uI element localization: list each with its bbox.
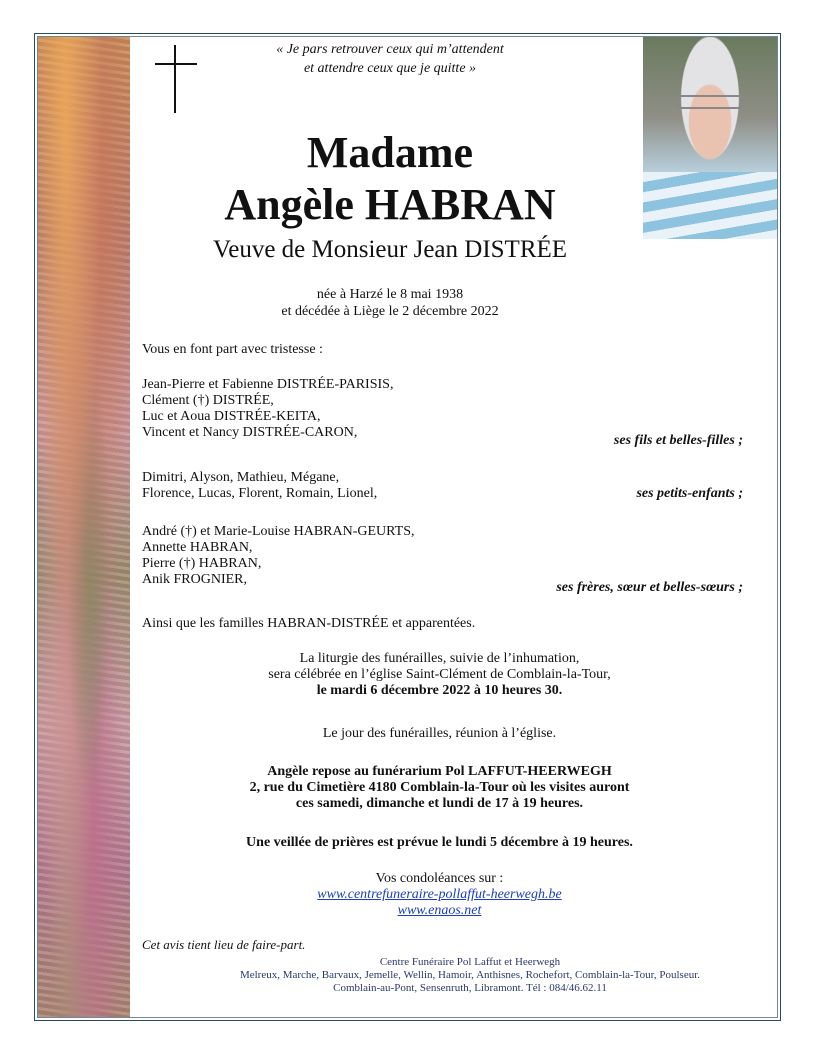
liturgy-block [142, 651, 737, 699]
family-group-sons [142, 377, 393, 441]
family-name-line: Vincent et Nancy DISTRÉE-CARON, [142, 425, 358, 440]
family-name-line: Florence, Lucas, Florent, Romain, Lionel, [142, 486, 378, 501]
intro-text: Vous en font part avec tristesse : [142, 342, 323, 357]
relation-label: ses petits-enfants ; [636, 486, 743, 501]
relation-label: ses fils et belles-filles ; [613, 433, 743, 448]
floral-side-strip [38, 37, 130, 1017]
family-name-line: Dimitri, Alyson, Mathieu, Mégane, [142, 470, 340, 485]
birth-line: née à Harzé le 8 mai 1938 [316, 287, 464, 302]
quote-line: et attendre ceux que je quitte » [303, 61, 477, 76]
funeral-home-link[interactable]: www.centrefuneraire-pollaffut-heerwegh.be [317, 887, 562, 902]
family-name-line: Annette HABRAN, [142, 540, 253, 555]
vigil-line: Une veillée de prières est prévue le lundi 5 décembre à 19 heures. [246, 835, 633, 850]
condolences-label: Vos condoléances sur : [375, 871, 504, 886]
notice-text: Cet avis tient lieu de faire-part. [142, 937, 306, 952]
glasses-shape [675, 95, 745, 109]
liturgy-date: le mardi 6 décembre 2022 à 10 heures 30. [316, 683, 563, 698]
quote-line: « Je pars retrouver ceux qui m’attendent [276, 42, 504, 57]
liturgy-line: La liturgie des funérailles, suivie de l’inhumation, [299, 651, 580, 666]
repose-block [142, 764, 737, 812]
family-name-line: Pierre (†) HABRAN, [142, 556, 262, 571]
repose-line: 2, rue du Cimetière 4180 Comblain-la-Tour où les visites auront [249, 780, 630, 795]
title-honorific: Madame [306, 128, 474, 177]
footer-line: Centre Funéraire Pol Laffut et Heerwegh [379, 956, 561, 968]
portrait-photo [643, 37, 777, 239]
family-name-line: Jean-Pierre et Fabienne DISTRÉE-PARISIS, [142, 377, 394, 392]
liturgy-line: sera célébrée en l’église Saint-Clément de Comblain-la-Tour, [268, 667, 611, 682]
family-name-line: Anik FROGNIER, [142, 572, 248, 587]
relation-label: ses frères, sœur et belles-sœurs ; [556, 580, 743, 595]
family-name-line: Luc et Aoua DISTRÉE-KEITA, [142, 409, 321, 424]
family-group-siblings [142, 524, 415, 588]
epitaph-quote [190, 40, 590, 78]
widow-of-line: Veuve de Monsieur Jean DISTRÉE [212, 236, 568, 263]
reunion-line: Le jour des funérailles, réunion à l’église. [322, 726, 557, 741]
condolences-block [142, 871, 737, 919]
footer-line: Comblain-au-Pont, Sensenruth, Libramont. Tél : 084/46.62.11 [333, 982, 607, 994]
repose-line: ces samedi, dimanche et lundi de 17 à 19 heures. [295, 796, 584, 811]
enaos-link[interactable]: www.enaos.net [397, 903, 482, 918]
title-name: Angèle HABRAN [224, 180, 556, 229]
families-line: Ainsi que les familles HABRAN-DISTRÉE et apparentées. [142, 616, 476, 631]
family-name-line: Clément (†) DISTRÉE, [142, 393, 274, 408]
family-name-line: André (†) et Marie-Louise HABRAN-GEURTS, [142, 524, 415, 539]
shirt-shape [643, 172, 777, 239]
repose-line: Angèle repose au funérarium Pol LAFFUT-HEERWEGH [267, 764, 612, 779]
footer-block [150, 956, 790, 995]
family-group-grandchildren [142, 470, 377, 502]
death-line: et décédée à Liège le 2 décembre 2022 [281, 304, 499, 319]
birth-death-dates [190, 286, 590, 320]
footer-line: Melreux, Marche, Barvaux, Jemelle, Wellin, Hamoir, Anthisnes, Rochefort, Comblain-la-Tour, Poulseur. [239, 969, 701, 981]
